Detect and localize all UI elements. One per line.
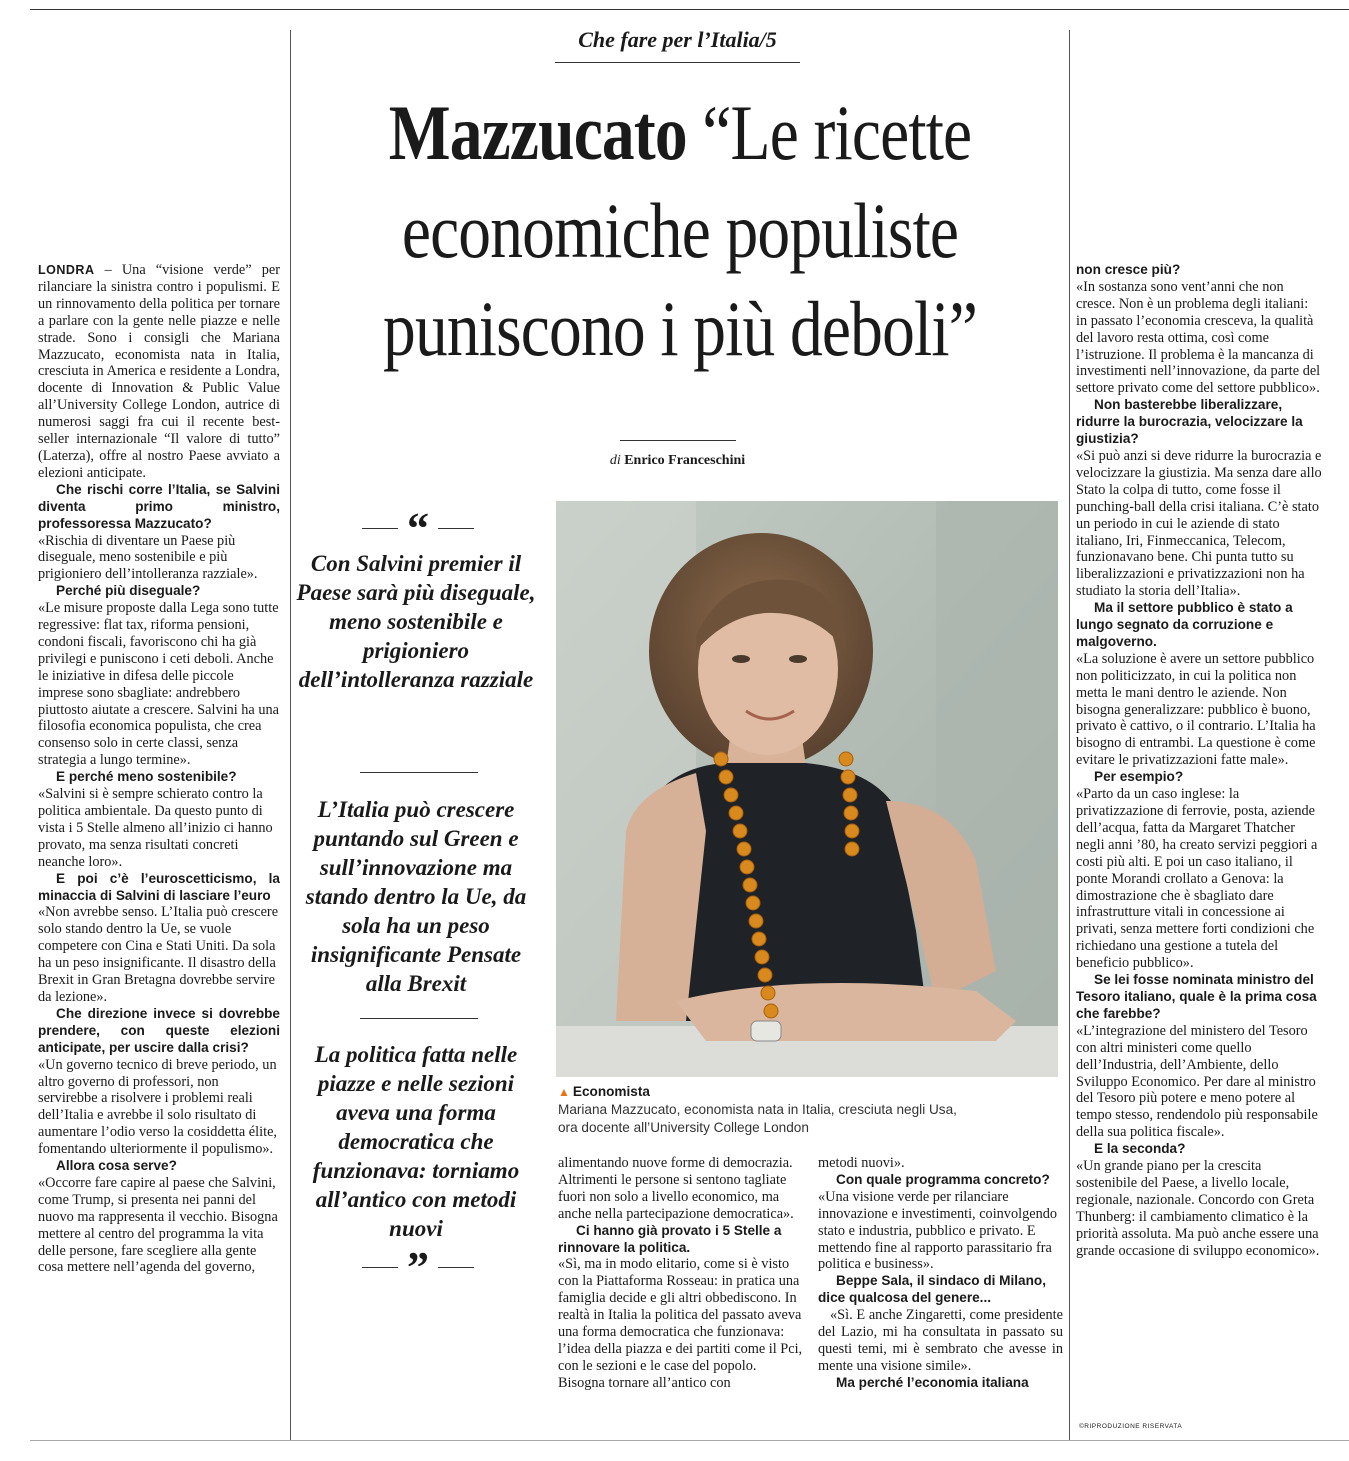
question: Per esempio? bbox=[1094, 769, 1184, 785]
answer: «Le misure proposte dalla Lega sono tutte regressive: flat tax, riforma pensioni, condoni fiscali, favoriscono chi ha già privilegi e puniscono i ceti deboli. Anche le iniziative in difesa delle piccole imprese sono sbagliate: andrebbero piuttosto aiutate a crescere. Salvini ha una filosofia economica populista, che crea consenso solo in certe classi, senza strategia a lungo termine». bbox=[38, 600, 279, 769]
open-quote-icon: “ bbox=[407, 504, 429, 553]
question: Con quale programma concreto? bbox=[836, 1171, 1050, 1187]
answer: «Un grande piano per la crescita sostenibile del Paese, a livello locale, regionale, nazionale. Concordo con Greta Thunberg: il cambiamento climatico è la priorità assoluta. Ma può anche essere una grande occasione di sviluppo economico». bbox=[1076, 1158, 1320, 1259]
question: Se lei fosse nominata ministro del Tesoro italiano, quale è la prima cosa che farebbe? bbox=[1076, 972, 1317, 1021]
column-divider-left bbox=[290, 30, 291, 1440]
answer: «Una visione verde per rilanciare innovazione e investimenti, coinvolgendo stato e industria, pubblico e privato. E mettendo fine al rapporto parassitario fra politica e business». bbox=[818, 1188, 1058, 1273]
headline-line3: puniscono i più deboli” bbox=[383, 285, 977, 372]
answer: «Occorre fare capire al paese che Salvini, come Trump, si presenta nei panni del nuovo ma rappresenta il vecchio. Bisogna mettere al centro del programma la vita delle persone, fare scegliere alla gente cosa mettere nell’agenda del governo, bbox=[38, 1174, 278, 1276]
ornament-line bbox=[438, 528, 474, 529]
portrait-photo bbox=[556, 501, 1058, 1077]
question: Ma il settore pubblico è stato a lungo segnato da corruzione e malgoverno. bbox=[1076, 600, 1293, 649]
intro-text: – Una “visione verde” per rilanciare la sinistra contro i populismi. E un rinnovamento della politica per tornare a parlare con la gente nelle piazze e nelle strade. Sono i consigli che Mariana Mazzucato, economista nata in Italia, cresciuta in America e residente a Londra, docente di Innovation & Public Value all’University College London, autrice di numerosi saggi fra cui il recente best-seller internazionale “Il valore di tutto” (Laterza), offre al nostro Paese avviato a elezioni anticipate. bbox=[38, 262, 280, 481]
question: Perché più diseguale? bbox=[56, 583, 201, 599]
pull-quote-2: L’Italia può crescere puntando sul Green e sull’innovazione ma stando dentro la Ue, da sola ha un peso insignificante Pensate alla Brexit bbox=[305, 797, 527, 996]
column-divider-right bbox=[1069, 30, 1070, 1440]
left-column bbox=[38, 262, 280, 1276]
byline-rule bbox=[620, 440, 736, 441]
byline-prefix: di bbox=[609, 453, 621, 468]
headline-line1: “Le ricette bbox=[702, 89, 972, 176]
question: Ci hanno già provato i 5 Stelle a rinnovare la politica. bbox=[558, 1222, 782, 1255]
middle-column-2 bbox=[818, 1155, 1063, 1392]
triangle-icon: ▲ bbox=[558, 1085, 570, 1099]
ornament-line bbox=[438, 1267, 474, 1268]
byline bbox=[555, 453, 800, 469]
question: Non basterebbe liberalizzare, ridurre la burocrazia, velocizzare la giustizia? bbox=[1076, 397, 1303, 447]
question: E perché meno sostenibile? bbox=[56, 769, 237, 785]
close-quote-ornament bbox=[362, 1243, 474, 1292]
question: Beppe Sala, il sindaco di Milano, dice qualcosa del genere... bbox=[818, 1273, 1046, 1306]
byline-author: Enrico Franceschini bbox=[624, 453, 746, 468]
pull-quote-3: La politica fatta nelle piazze e nelle sezioni aveva una forma democratica che funzionava: torniamo all’antico con metodi nuovi bbox=[312, 1042, 520, 1241]
answer-continued: metodi nuovi». bbox=[818, 1155, 905, 1171]
pull-quote-1: Con Salvini premier il Paese sarà più diseguale, meno sostenibile e prigioniero dell’intolleranza razziale bbox=[296, 551, 536, 692]
open-quote-ornament bbox=[362, 504, 474, 553]
copyright-notice: ©RIPRODUZIONE RISERVATA bbox=[1079, 1423, 1183, 1430]
answer: «Rischia di diventare un Paese più diseguale, meno sostenibile e più prigioniero dell’intolleranza razziale». bbox=[38, 532, 258, 583]
right-column bbox=[1076, 262, 1322, 1259]
close-quote-icon: ” bbox=[407, 1243, 429, 1292]
question: E la seconda? bbox=[1094, 1141, 1186, 1157]
headline-line2: economiche populiste bbox=[401, 187, 959, 274]
headline bbox=[354, 84, 1006, 378]
photo-caption-title bbox=[558, 1084, 650, 1099]
kicker: Che fare per l’Italia/5 bbox=[578, 27, 777, 52]
answer: «La soluzione è avere un settore pubblico non politicizzato, in cui la politica non metta le mani dentro le aziende. Non bisogna generalizzare: pubblico è buono, privato è cattivo, o il contrario. L’Italia ha bisogno di entrambi. La questione è come evitare le privatizzazioni fatte male». bbox=[1076, 650, 1316, 769]
question-continued: non cresce più? bbox=[1076, 262, 1181, 277]
question: Che direzione invece si dovrebbe prendere, con queste elezioni anticipate, per uscire dalla crisi? bbox=[38, 1005, 280, 1055]
caption-title-text: Economista bbox=[572, 1084, 650, 1099]
dateline: LONDRA bbox=[38, 263, 95, 277]
pull-quote-divider bbox=[360, 772, 478, 773]
answer: «Salvini si è sempre schierato contro la politica ambientale. Da questo punto di vista i 5 Stelle almeno all’inizio ci hanno provato, ma senza risultati concreti neanche loro». bbox=[38, 786, 273, 870]
answer: «Parto da un caso inglese: la privatizzazione di ferrovie, posta, aziende dell’acqua, fatta da Margaret Thatcher negli anni ’80, ha creato servizi peggiori a costi più alti. E poi un caso italiano, il ponte Morandi crollato a Genova: la dimostrazione che è sbagliato dare infrastrutture vitali in concessione ai privati, senza mettere forti condizioni che richiedano una gestione a tutela del beneficio pubblico». bbox=[1076, 786, 1318, 972]
question: Che rischi corre l’Italia, se Salvini diventa primo ministro, professoressa Mazzucato? bbox=[38, 481, 280, 531]
question: Allora cosa serve? bbox=[56, 1158, 177, 1174]
answer-continued: alimentando nuove forme di democrazia. Altrimenti le persone si sentono tagliate fuori non solo a livello economico, ma anche nella partecipazione democratica». bbox=[558, 1155, 794, 1222]
answer: «Un governo tecnico di breve periodo, un altro governo di professori, non servirebbe a risolvere i problemi reali dell’Italia e avrebbe il solo risultato di aumentare l’odio verso la cosiddetta élite, fomentando ulteriormente il populismo». bbox=[38, 1056, 277, 1158]
portrait-illustration bbox=[556, 501, 1058, 1077]
top-rule bbox=[30, 9, 1349, 10]
headline-name: Mazzucato bbox=[388, 89, 687, 176]
answer: «Sì. E anche Zingaretti, come presidente del Lazio, mi ha consultata in passato su questi temi, mi è sembrato che avesse in mente una visione simile». bbox=[818, 1307, 1063, 1374]
answer: «Sì, ma in modo elitario, come si è visto con la Piattaforma Rosseau: in pratica una famiglia decide e gli altri obbediscono. In realtà in Italia la politica del passato aveva una forma democratica che funzionava: l’idea della piazza e dei partiti come il Pci, con le sezioni e le case del popolo. Bisogna tornare all’antico con bbox=[558, 1256, 803, 1391]
pull-quote-divider bbox=[360, 1018, 478, 1019]
question: E poi c’è l’euroscetticismo, la minaccia di Salvini di lasciare l’euro bbox=[38, 870, 280, 903]
answer: «Non avrebbe senso. L’Italia può crescere solo stando dentro la Ue, se vuole competere con Cina e Stati Uniti. Da sola ha un peso insignificante. Il disastro della Brexit in Gran Bretagna dovrebbe servire da lezione». bbox=[38, 904, 279, 1005]
middle-column-1 bbox=[558, 1155, 803, 1392]
bottom-rule bbox=[30, 1440, 1349, 1441]
kicker-rule bbox=[555, 62, 800, 63]
answer: «Si può anzi si deve ridurre la burocrazia e velocizzare la giustizia. Ma senza dare allo Stato la colpa di tutto, come fosse il punching-ball della crisi italiana. C’è stato un periodo in cui le aziende di stato italiano, Iri, Finmeccanica, Telecom, funzionavano bene. Chi punta tutto su liberalizzazioni e privatizzazioni non ha studiato la storia dell’Italia». bbox=[1076, 447, 1322, 600]
answer: «In sostanza sono vent’anni che non cresce. Non è un problema degli italiani: in passato l’economia cresceva, la qualità del lavoro resta ottima, così come l’istruzione. Il problema è la mancanza di investimenti nell’innovazione, da parte del settore privato come del settore pubblico». bbox=[1076, 278, 1321, 397]
photo-caption: Mariana Mazzucato, economista nata in Italia, cresciuta negli Usa, ora docente all’University College London bbox=[558, 1102, 957, 1135]
answer: «L’integrazione del ministero del Tesoro con altri ministeri come quello dell’Industria, dell’Ambiente, dello Sviluppo Economico. Per dare al ministro del Tesoro più potere e meno potere al tempo stesso, rendendolo più responsabile della sua politica fiscale». bbox=[1076, 1022, 1318, 1141]
question: Ma perché l’economia italiana bbox=[836, 1374, 1029, 1390]
